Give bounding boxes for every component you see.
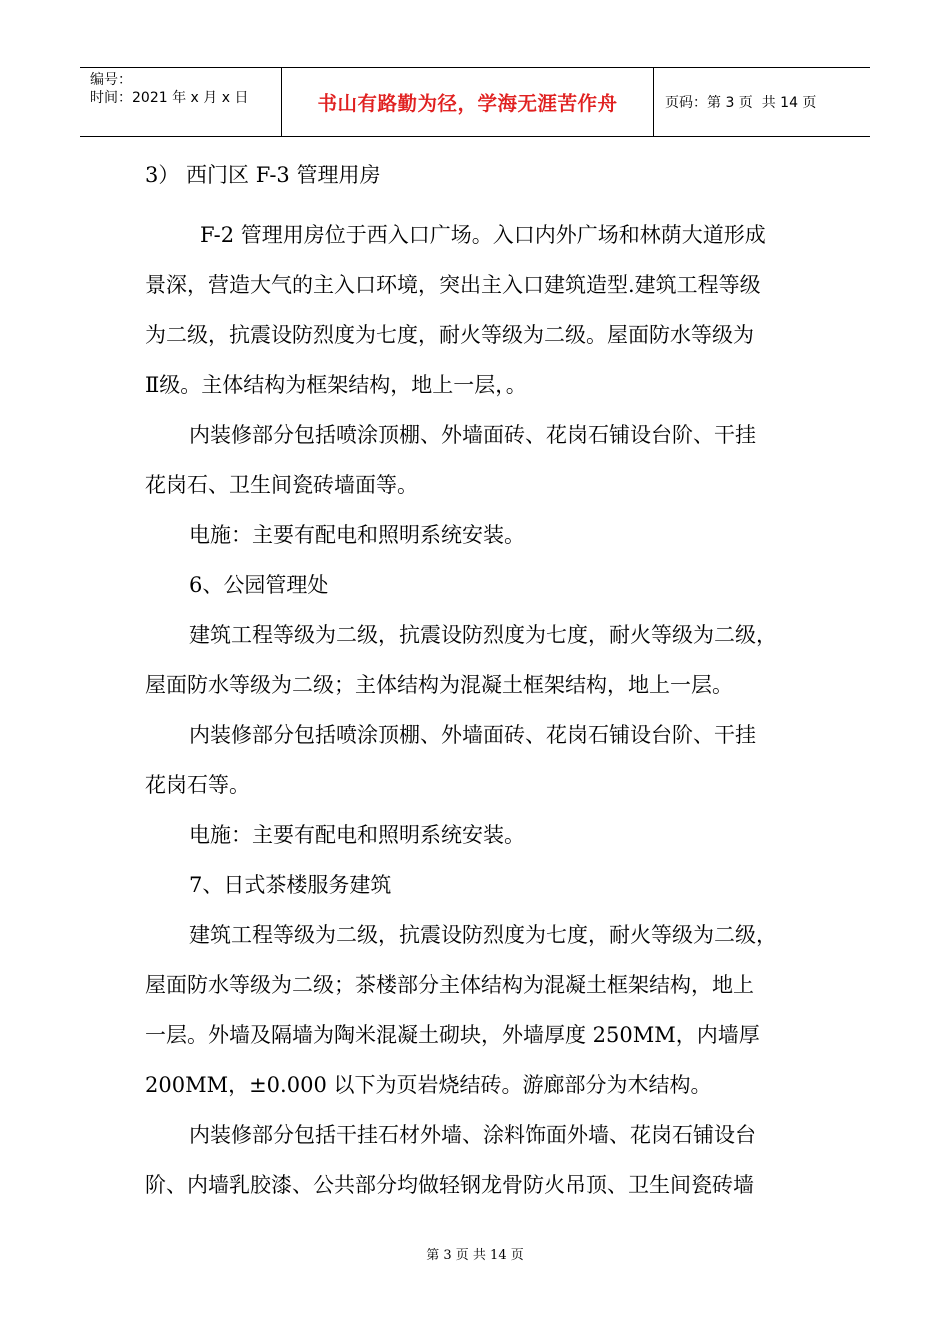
paragraph-line: 内装修部分包括干挂石材外墙、涂料饰面外墙、花岗石铺设台 xyxy=(189,1123,756,1147)
number-label: 编号： xyxy=(90,72,132,88)
paragraph-line: 阶、内墙乳胶漆、公共部分均做轻钢龙骨防火吊顶、卫生间瓷砖墙 xyxy=(145,1173,754,1197)
motto-text: 书山有路勤为径，学海无涯苦作舟 xyxy=(317,92,618,115)
header-page-info xyxy=(654,68,870,136)
paragraph-line: 内装修部分包括喷涂顶棚、外墙面砖、花岗石铺设台阶、干挂 xyxy=(189,423,756,447)
paragraph-line: 建筑工程等级为二级，抗震设防烈度为七度，耐火等级为二级， xyxy=(189,923,777,947)
paragraph-line: 屋面防水等级为二级；茶楼部分主体结构为混凝土框架结构，地上 xyxy=(145,973,754,997)
paragraph-line: 200MM，±0.000 以下为页岩烧结砖。游廊部分为木结构。 xyxy=(145,1073,712,1097)
paragraph-line: 一层。外墙及隔墙为陶米混凝土砌块，外墙厚度 250MM，内墙厚 xyxy=(145,1023,760,1047)
page-footer: 第 3 页 共 14 页 xyxy=(426,1248,524,1263)
paragraph-line: 电施：主要有配电和照明系统安装。 xyxy=(189,523,525,547)
paragraph-line: F-2 管理用房位于西入口广场。入口内外广场和林荫大道形成 xyxy=(200,223,766,247)
page-info-text: 页码：第 3 页 共 14 页 xyxy=(665,95,817,111)
paragraph-line: 为二级，抗震设防烈度为七度，耐火等级为二级。屋面防水等级为 xyxy=(145,323,754,347)
time-label: 时间：2021 年 x 月 x 日 xyxy=(90,90,249,106)
header-meta xyxy=(80,68,282,136)
paragraph-line: 景深，营造大气的主入口环境，突出主入口建筑造型.建筑工程等级 xyxy=(145,273,761,297)
paragraph-line: 内装修部分包括喷涂顶棚、外墙面砖、花岗石铺设台阶、干挂 xyxy=(189,723,756,747)
section-heading: 3） 西门区 F-3 管理用房 xyxy=(145,163,381,187)
paragraph-line: 屋面防水等级为二级；主体结构为混凝土框架结构，地上一层。 xyxy=(145,673,733,697)
header-motto xyxy=(282,68,654,136)
paragraph-line: Ⅱ级。主体结构为框架结构，地上一层，。 xyxy=(145,373,527,397)
paragraph-line: 花岗石、卫生间瓷砖墙面等。 xyxy=(145,473,418,497)
paragraph-line: 花岗石等。 xyxy=(145,773,250,797)
section-heading: 7、日式茶楼服务建筑 xyxy=(189,873,392,897)
paragraph-line: 建筑工程等级为二级，抗震设防烈度为七度，耐火等级为二级， xyxy=(189,623,777,647)
section-heading: 6、公园管理处 xyxy=(189,573,329,597)
paragraph-line: 电施：主要有配电和照明系统安装。 xyxy=(189,823,525,847)
page-header xyxy=(80,67,870,137)
